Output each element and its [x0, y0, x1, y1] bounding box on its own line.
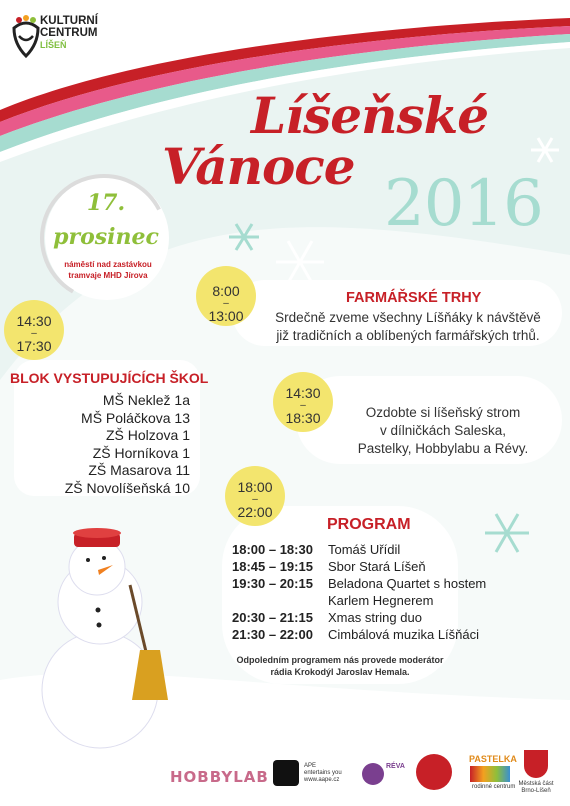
kulturni-centrum-logo-icon: [10, 14, 42, 60]
logo-line1: KULTURNÍ: [40, 15, 98, 27]
program-row-act: Karlem Hegnerem: [328, 593, 434, 608]
program-row: [232, 627, 479, 643]
city-line1: Městská část: [518, 781, 554, 787]
program-row: [232, 593, 434, 609]
sponsor-hobbylab: HOBBYLAB: [170, 768, 269, 786]
tree-time-end: 18:30: [285, 410, 321, 426]
program-row: [232, 576, 486, 592]
time-dash: –: [300, 400, 306, 411]
program-row-act: Tomáš Uřídil: [328, 542, 401, 557]
pastelka-sub: rodinné centrum: [472, 784, 516, 790]
note-line1: Odpoledním programem nás provede moderátor: [236, 655, 444, 665]
pastelka-crayons-icon: [470, 766, 510, 782]
program-time-end: 22:00: [237, 504, 273, 520]
program-row: [232, 542, 400, 558]
schools-time-start: 14:30: [16, 313, 52, 329]
program-time: [235, 479, 275, 521]
schools-list: [40, 392, 190, 497]
program-row-time: 18:45 – 19:15: [232, 559, 313, 574]
program-heading: PROGRAM: [327, 516, 411, 533]
time-dash: –: [31, 328, 37, 339]
program-note: [232, 654, 448, 678]
school-item: ZŠ Horníkova 1: [92, 444, 190, 461]
school-item: MŠ Neklež 1a: [102, 392, 190, 408]
time-dash: –: [223, 298, 229, 309]
title-line2: Vánoce: [162, 137, 355, 196]
schools-time: [14, 313, 54, 355]
tree-text: [330, 404, 556, 458]
schools-time-end: 17:30: [16, 338, 52, 354]
sponsor-pastelka: PASTELKA: [469, 754, 517, 764]
time-dash: –: [252, 494, 258, 505]
farm-time: [206, 283, 246, 325]
ape-line3: www.aape.cz: [304, 777, 340, 783]
schools-heading: BLOK VYSTUPUJÍCÍCH ŠKOL: [10, 370, 209, 386]
school-item: ZŠ Masarova 11: [88, 462, 190, 478]
program-row: [232, 559, 426, 575]
school-item: ZŠ Holzova 1: [105, 427, 190, 443]
program-time-start: 18:00: [237, 479, 273, 495]
farm-heading: FARMÁŘSKÉ TRHY: [346, 290, 482, 306]
farm-text: [258, 309, 558, 345]
note-line2: [232, 666, 448, 678]
place-line2: tramvaje MHD Jírova: [68, 271, 148, 280]
tree-line2: v dílničkách Saleska,: [379, 423, 507, 438]
coat-of-arms-icon: [524, 750, 548, 778]
farm-time-end: 13:00: [208, 308, 244, 324]
program-row-act: Beladona Quartet s hostem: [328, 576, 487, 591]
sponsor-ape: [304, 763, 342, 784]
farm-text-line1: Srdečně zveme všechny Líšňáky k návštěvě: [275, 310, 541, 325]
program-row-time: 21:30 – 22:00: [232, 627, 313, 642]
ape-line2: entertains you: [304, 770, 342, 776]
program-row-time: 19:30 – 20:15: [232, 576, 313, 591]
place-line1: náměstí nad zastávkou: [64, 260, 152, 269]
farm-text-line2: již tradičních a oblíbených farmářských trhů.: [276, 328, 540, 343]
program-row-act: Xmas string duo: [328, 610, 422, 625]
sponsor-reva: RÉVA: [386, 763, 405, 770]
ape-logo-icon: [273, 760, 299, 786]
tree-time-start: 14:30: [285, 385, 321, 401]
program-row-act: Cimbálová muzika Líšňáci: [328, 627, 480, 642]
logo-line2: CENTRUM: [40, 27, 98, 39]
tree-line3: Pastelky, Hobbylabu a Révy.: [357, 441, 529, 456]
farm-time-start: 8:00: [212, 283, 240, 299]
ape-line1: APE: [304, 763, 317, 769]
moderator-name: Jaroslav Hemala.: [335, 667, 410, 677]
saleska-logo-icon: [416, 754, 452, 790]
reva-grapes-icon: [362, 763, 384, 785]
program-row: [232, 610, 422, 626]
tree-line1: Ozdobte si líšeňský strom: [365, 405, 521, 420]
school-item: MŠ Poláčkova 13: [81, 409, 190, 426]
note-line2-prefix: rádia Krokodýl: [270, 667, 336, 677]
program-row-time: 18:00 – 18:30: [232, 542, 313, 557]
title-year: 2016: [384, 167, 543, 241]
program-row-act: Sbor Stará Líšeň: [328, 559, 426, 574]
logo-line3: LÍŠEŇ: [40, 40, 67, 50]
date-day: 17.: [86, 190, 126, 216]
program-row-time: 20:30 – 21:15: [232, 610, 313, 625]
title-line1: Líšeňské: [251, 86, 489, 145]
logo-text: [40, 15, 98, 51]
date-place: [52, 259, 164, 281]
tree-time: [283, 385, 323, 427]
city-line2: Brno-Líšeň: [521, 788, 551, 794]
date-month: prosinec: [53, 224, 159, 250]
sponsor-city: [510, 781, 562, 795]
school-item: ZŠ Novolíšeňská 10: [64, 479, 190, 496]
